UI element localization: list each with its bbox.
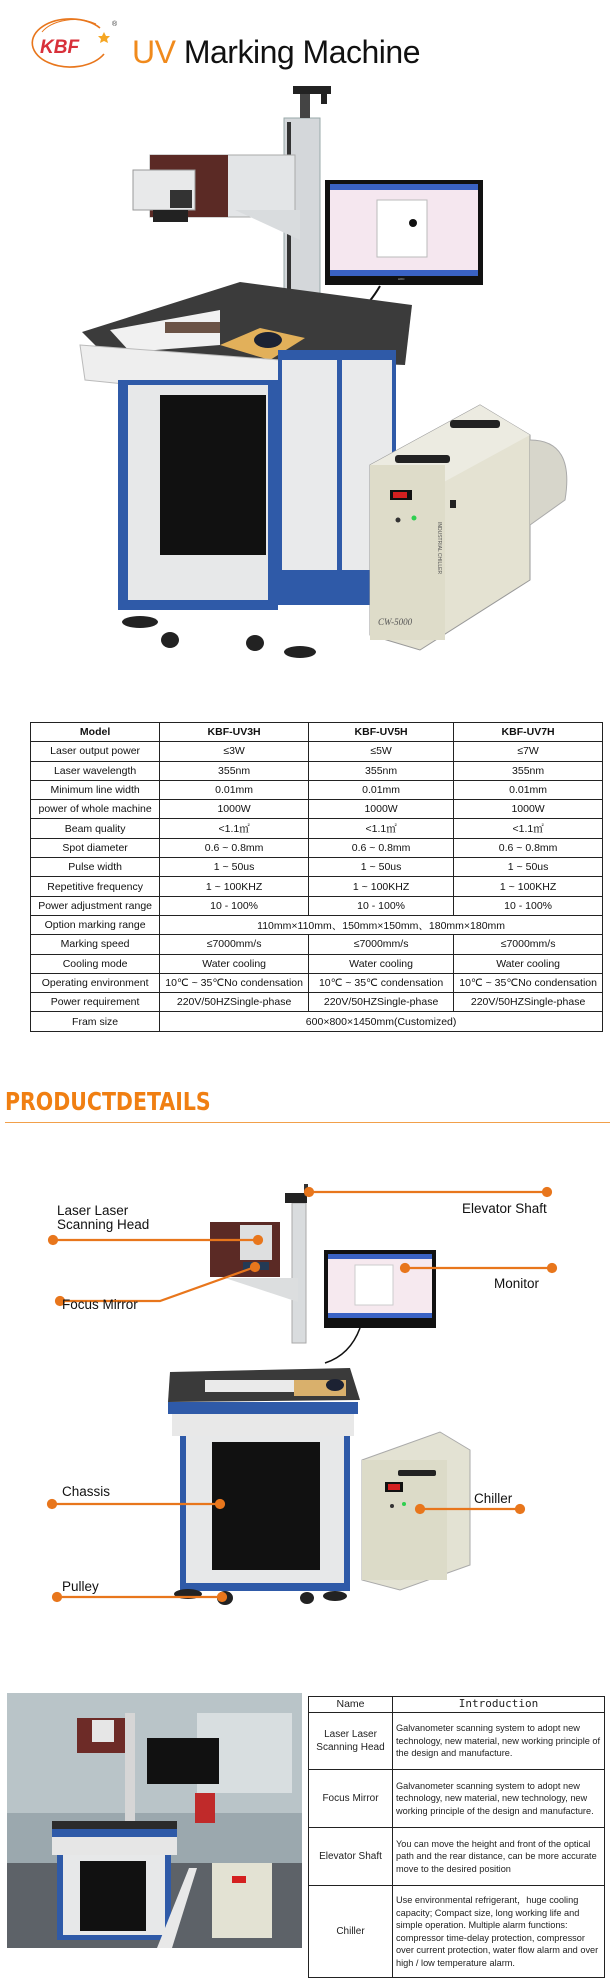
svg-text:AOC: AOC bbox=[398, 277, 405, 281]
spec-value: 220V/50HZSingle-phase bbox=[454, 993, 603, 1012]
intro-table-header bbox=[309, 1697, 605, 1713]
spec-value: Water cooling bbox=[308, 954, 453, 973]
spec-value: ≤5W bbox=[308, 742, 453, 761]
logo-text: KBF bbox=[40, 37, 80, 58]
spec-row bbox=[31, 877, 603, 896]
spec-value: 220V/50HZSingle-phase bbox=[308, 993, 453, 1012]
spec-value: ≤7000mm/s bbox=[454, 935, 603, 954]
spec-value: Water cooling bbox=[454, 954, 603, 973]
spec-value: 1 ~ 100KHZ bbox=[454, 877, 603, 896]
page-title: UV Marking Machine bbox=[132, 34, 420, 70]
spec-value: <1.1㎡ bbox=[308, 819, 453, 838]
spec-value: 10 - 100% bbox=[160, 896, 309, 915]
spec-table bbox=[30, 722, 603, 1032]
spec-value: 1 ~ 50us bbox=[160, 858, 309, 877]
header-model: Model bbox=[31, 723, 160, 742]
spec-value: ≤7000mm/s bbox=[160, 935, 309, 954]
spec-row bbox=[31, 915, 603, 934]
spec-table-header bbox=[31, 723, 603, 742]
spec-row bbox=[31, 1012, 603, 1031]
showroom-photo bbox=[7, 1693, 302, 1948]
callout-pulley: Pulley bbox=[62, 1579, 99, 1594]
spec-label: Fram size bbox=[31, 1012, 160, 1031]
spec-value: 355nm bbox=[308, 761, 453, 780]
spec-row bbox=[31, 973, 603, 992]
intro-component-name: Focus Mirror bbox=[309, 1770, 393, 1828]
spec-value: 1000W bbox=[160, 800, 309, 819]
spec-label: Repetitive frequency bbox=[31, 877, 160, 896]
svg-text:®: ® bbox=[112, 21, 118, 28]
spec-row bbox=[31, 819, 603, 838]
spec-value: 10℃ ~ 35℃No condensation bbox=[160, 973, 309, 992]
spec-label: Pulse width bbox=[31, 858, 160, 877]
product-details-diagram bbox=[0, 1170, 616, 1610]
spec-label: Minimum line width bbox=[31, 780, 160, 799]
spec-row bbox=[31, 838, 603, 857]
spec-value: 1 ~ 50us bbox=[308, 858, 453, 877]
spec-value: 0.01mm bbox=[160, 780, 309, 799]
intro-row bbox=[309, 1828, 605, 1886]
spec-row bbox=[31, 935, 603, 954]
spec-value: 10 - 100% bbox=[308, 896, 453, 915]
spec-value: 1000W bbox=[454, 800, 603, 819]
component-intro-table bbox=[308, 1696, 605, 1978]
intro-component-description: Galvanometer scanning system to adopt new technology, new material, new working principle of the design and manufacture. bbox=[393, 1713, 605, 1770]
callout-chassis: Chassis bbox=[62, 1484, 111, 1499]
spec-value: 10℃ ~ 35℃ condensation bbox=[308, 973, 453, 992]
spec-value: <1.1㎡ bbox=[454, 819, 603, 838]
spec-value: 0.6 ~ 0.8mm bbox=[160, 838, 309, 857]
spec-label: Power requirement bbox=[31, 993, 160, 1012]
spec-label: Beam quality bbox=[31, 819, 160, 838]
spec-value: <1.1㎡ bbox=[160, 819, 309, 838]
spec-label: Operating environment bbox=[31, 973, 160, 992]
spec-value: 1000W bbox=[308, 800, 453, 819]
spec-label: Option marking range bbox=[31, 915, 160, 934]
spec-row bbox=[31, 780, 603, 799]
section-title-product-details: PRODUCTDETAILS bbox=[5, 1087, 211, 1116]
spec-label: Cooling mode bbox=[31, 954, 160, 973]
spec-value: 10 - 100% bbox=[454, 896, 603, 915]
spec-value: 220V/50HZSingle-phase bbox=[160, 993, 309, 1012]
callout-chiller: Chiller bbox=[474, 1491, 513, 1506]
header-kbf-uv7h: KBF-UV7H bbox=[454, 723, 603, 742]
intro-component-name: Laser Laser Scanning Head bbox=[309, 1713, 393, 1770]
spec-row bbox=[31, 800, 603, 819]
spec-value: 0.01mm bbox=[454, 780, 603, 799]
spec-value: Water cooling bbox=[160, 954, 309, 973]
header-kbf-uv3h: KBF-UV3H bbox=[160, 723, 309, 742]
callout-elevator-shaft: Elevator Shaft bbox=[462, 1201, 547, 1216]
spec-value: 1 ~ 50us bbox=[454, 858, 603, 877]
callout-monitor: Monitor bbox=[494, 1276, 540, 1291]
spec-row bbox=[31, 954, 603, 973]
spec-label: Laser wavelength bbox=[31, 761, 160, 780]
header-name: Name bbox=[309, 1697, 393, 1713]
spec-label: Spot diameter bbox=[31, 838, 160, 857]
spec-value: 1 ~ 100KHZ bbox=[160, 877, 309, 896]
intro-component-description: Use environmental refrigerant，huge cooling capacity; Compact size, long working life and simple operation. Multiple alarm functions: compressor time-delay protection, compressor over current protection, water flow alarm and over high / low temperature alarm. bbox=[393, 1886, 605, 1978]
callout-focus-mirror: Focus Mirror bbox=[62, 1297, 138, 1312]
spec-value: 355nm bbox=[160, 761, 309, 780]
spec-value-merged: 110mm×110mm、150mm×150mm、180mm×180mm bbox=[160, 915, 603, 934]
intro-row bbox=[309, 1713, 605, 1770]
spec-value: 355nm bbox=[454, 761, 603, 780]
spec-value: ≤7W bbox=[454, 742, 603, 761]
spec-row bbox=[31, 858, 603, 877]
spec-value: 1 ~ 100KHZ bbox=[308, 877, 453, 896]
spec-value: ≤3W bbox=[160, 742, 309, 761]
callout-scanning-head: Laser Laser Scanning Head bbox=[57, 1203, 150, 1232]
spec-label: Marking speed bbox=[31, 935, 160, 954]
spec-label: power of whole machine bbox=[31, 800, 160, 819]
spec-row bbox=[31, 761, 603, 780]
header-introduction: Introduction bbox=[393, 1697, 605, 1713]
spec-label: Laser output power bbox=[31, 742, 160, 761]
header-kbf-uv5h: KBF-UV5H bbox=[308, 723, 453, 742]
intro-component-name: Elevator Shaft bbox=[309, 1828, 393, 1886]
intro-component-description: Galvanometer scanning system to adopt new technology, new material, new technology, new working principle of the design and manufacture. bbox=[393, 1770, 605, 1828]
section-divider bbox=[5, 1122, 610, 1123]
spec-value: 0.01mm bbox=[308, 780, 453, 799]
spec-row bbox=[31, 742, 603, 761]
spec-value: ≤7000mm/s bbox=[308, 935, 453, 954]
svg-text:CW-5000: CW-5000 bbox=[378, 617, 413, 627]
spec-label: Power adjustment range bbox=[31, 896, 160, 915]
intro-component-description: You can move the height and front of the optical path and the rear distance, can be more accurate move to the desired position bbox=[393, 1828, 605, 1886]
spec-value: 0.6 ~ 0.8mm bbox=[308, 838, 453, 857]
spec-row bbox=[31, 896, 603, 915]
intro-component-name: Chiller bbox=[309, 1886, 393, 1978]
spec-value: 10℃ ~ 35℃No condensation bbox=[454, 973, 603, 992]
uv-marking-machine-photo bbox=[60, 60, 580, 660]
intro-row bbox=[309, 1770, 605, 1828]
spec-row bbox=[31, 993, 603, 1012]
spec-value-merged: 600×800×1450mm(Customized) bbox=[160, 1012, 603, 1031]
spec-value: 0.6 ~ 0.8mm bbox=[454, 838, 603, 857]
svg-text:INDUSTRIAL CHILLER: INDUSTRIAL CHILLER bbox=[436, 522, 442, 575]
intro-row bbox=[309, 1886, 605, 1978]
